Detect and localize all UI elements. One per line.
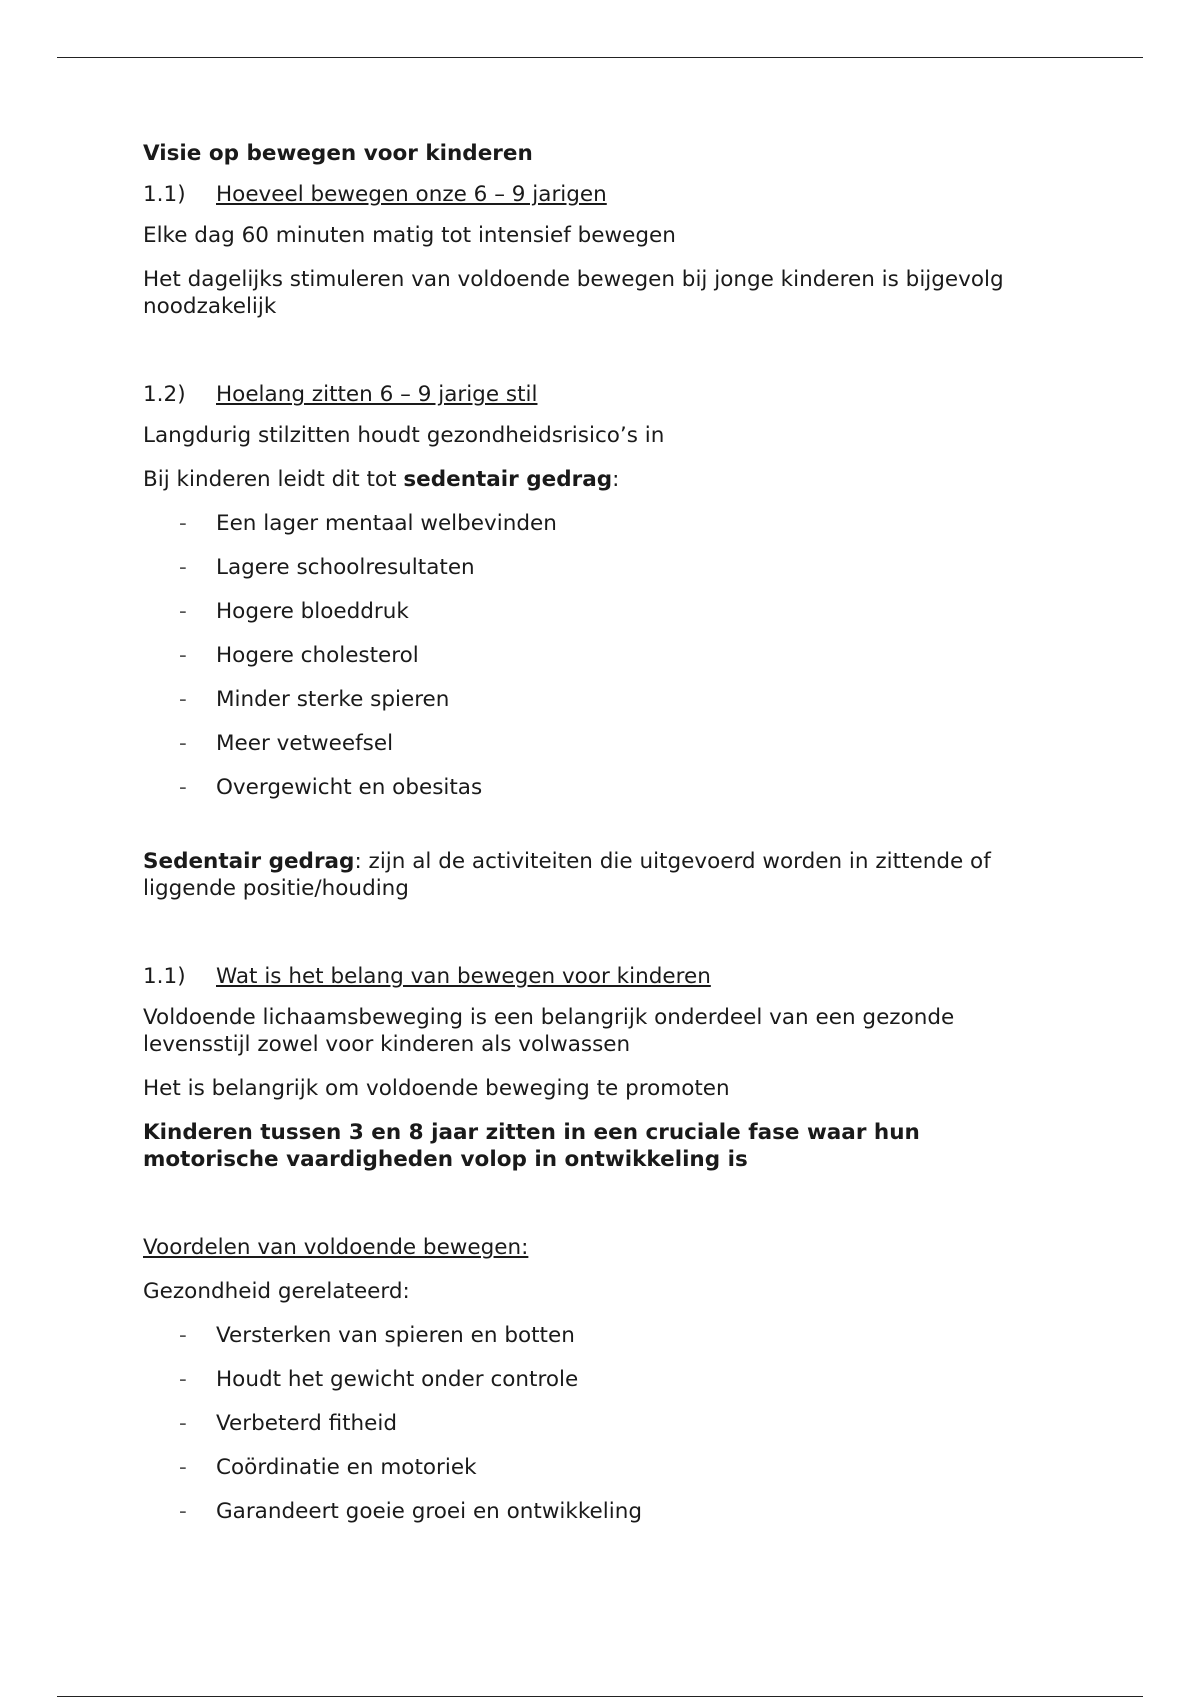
list-item: - Lagere schoolresultaten — [179, 555, 475, 580]
subsection-heading: Voordelen van voldoende bewegen: — [143, 1235, 529, 1260]
section-number: 1.1) — [143, 182, 186, 207]
list-item: - Garandeert goeie groei en ontwikkeling — [179, 1499, 642, 1524]
risk-list — [143, 510, 1043, 801]
paragraph: Het is belangrijk om voldoende beweging te promoten — [143, 1076, 730, 1101]
section-number: 1.2) — [143, 382, 186, 407]
section-title: Hoelang zitten 6 – 9 jarige stil — [216, 382, 538, 407]
paragraph: Langdurig stilzitten houdt gezondheidsrisico’s in — [143, 423, 665, 448]
list-item: - Hogere bloeddruk — [179, 599, 409, 624]
section-title: Wat is het belang van bewegen voor kinderen — [216, 964, 711, 989]
bold-paragraph: Kinderen tussen 3 en 8 jaar zitten in een cruciale fase waar hun motorische vaardigheden volop in ontwikkeling is — [143, 1120, 920, 1172]
list-item: - Een lager mentaal welbevinden — [179, 511, 557, 536]
list-item: - Verbeterd fitheid — [179, 1411, 398, 1436]
definition-paragraph: Sedentair gedrag: zijn al de activiteiten die uitgevoerd worden in zittende of liggende positie/houding — [143, 849, 991, 901]
section-heading-1-1 — [143, 181, 1043, 208]
paragraph: Gezondheid gerelateerd: — [143, 1279, 410, 1304]
document-body — [143, 140, 1043, 1542]
list-item: - Coördinatie en motoriek — [179, 1455, 477, 1480]
paragraph: Bij kinderen leidt dit tot sedentair gedrag: — [143, 467, 620, 492]
list-item: - Minder sterke spieren — [179, 687, 450, 712]
list-item: - Versterken van spieren en botten — [179, 1323, 575, 1348]
section-number: 1.1) — [143, 964, 186, 989]
paragraph: Voldoende lichaamsbeweging is een belangrijk onderdeel van een gezonde levensstijl zowel voor kinderen als volwassen — [143, 1005, 955, 1057]
list-item: - Meer vetweefsel — [179, 731, 394, 756]
document-title: Visie op bewegen voor kinderen — [143, 141, 533, 166]
benefits-list — [143, 1322, 1043, 1525]
section-title: Hoeveel bewegen onze 6 – 9 jarigen — [216, 182, 607, 207]
list-item: - Overgewicht en obesitas — [179, 775, 483, 800]
list-item: - Hogere cholesterol — [179, 643, 419, 668]
paragraph: Elke dag 60 minuten matig tot intensief bewegen — [143, 223, 676, 248]
bottom-rule — [57, 1696, 1143, 1697]
section-heading-1-2 — [143, 381, 1043, 408]
paragraph: Het dagelijks stimuleren van voldoende bewegen bij jonge kinderen is bijgevolg noodzakelijk — [143, 267, 1004, 319]
list-item: - Houdt het gewicht onder controle — [179, 1367, 579, 1392]
top-rule — [57, 57, 1143, 58]
section-heading-1-1b — [143, 963, 1043, 990]
